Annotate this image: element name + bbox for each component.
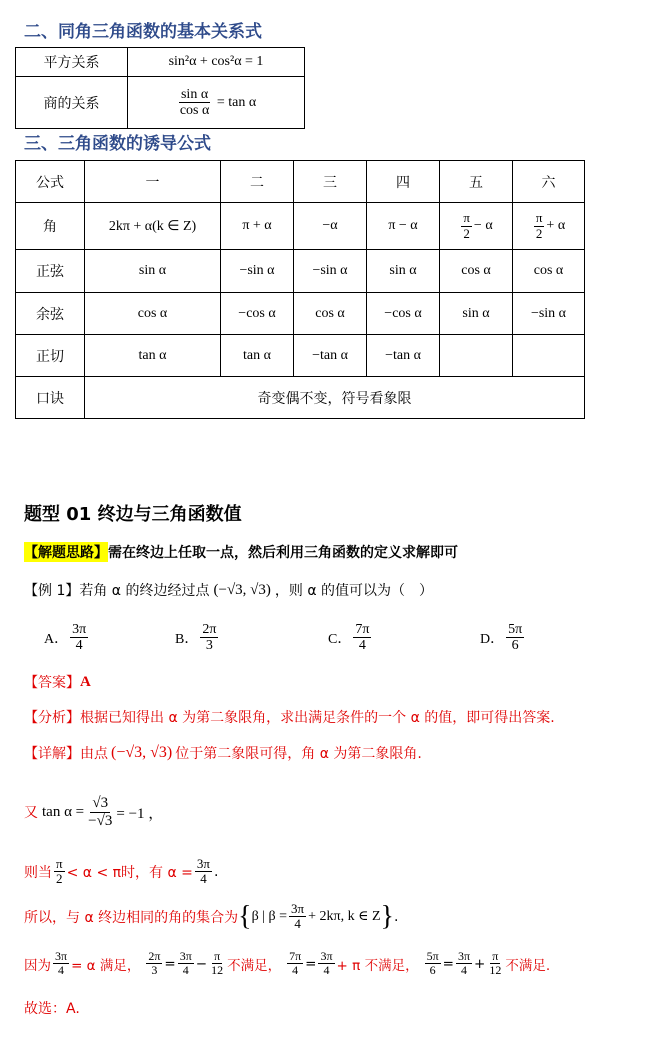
analysis-line (24, 707, 555, 727)
answer-tag: 【答案】 (24, 675, 80, 691)
angle-cell: −α (294, 203, 367, 250)
mnemonic-label: 口诀 (16, 377, 85, 419)
table-cell: tan α (85, 335, 221, 377)
table-cell (513, 335, 585, 377)
square-relation-label: 平方关系 (16, 48, 128, 77)
table-cell: cos α (85, 293, 221, 335)
example-suffix: ，则 α 的值可以为（ ） (274, 583, 434, 599)
header-one: 一 (85, 161, 221, 203)
table-cell: sin α (440, 293, 513, 335)
table-cell: sin α (85, 250, 221, 293)
tangent-row (16, 335, 585, 377)
tip-tag: 【解题思路】 (24, 542, 108, 562)
square-relation-formula: sin²α + cos²α = 1 (128, 48, 305, 77)
angle-cell: 2kπ + α(k ∈ Z) (85, 203, 221, 250)
header-five: 五 (440, 161, 513, 203)
choice-a[interactable]: A． $\frac{3\pi}{4}$ (44, 622, 87, 654)
sine-row (16, 250, 585, 293)
answer-line (24, 672, 91, 692)
step-tan-line (24, 795, 163, 829)
detail-pre: 由点 (80, 746, 108, 762)
table-header-row (16, 161, 585, 203)
row-label: 正弦 (16, 250, 85, 293)
step-when-line: 则当 $\frac{\pi}{2}$ < α < π时，有 α = $\frac{3\pi}{4}$ . (24, 856, 219, 887)
table-cell: cos α (294, 293, 367, 335)
detail-tag: 【详解】 (24, 746, 80, 762)
angle-label: 角 (16, 203, 85, 250)
analysis-text: 根据已知得出 α 为第二象限角，求出满足条件的一个 α 的值，即可得出答案. (80, 710, 555, 726)
conclusion-line: 故选：A. (24, 1001, 80, 1017)
answer-value: A (80, 673, 91, 690)
step3-pre: 所以，与 α 终边相同的角的集合为 (24, 909, 239, 926)
step2-pre: 则当 (24, 864, 52, 881)
solution-tip (24, 542, 458, 562)
header-six: 六 (513, 161, 585, 203)
detail-point: (−√3, √3) (111, 744, 173, 761)
section-3-title: 三、三角函数的诱导公式 (24, 134, 211, 154)
angle-cell: $\frac{\pi}{2}$ + α (513, 203, 585, 250)
step1-lhs: tan α = (42, 803, 85, 820)
header-three: 三 (294, 161, 367, 203)
angle-cell: $\frac{\pi}{2}$ − α (440, 203, 513, 250)
detail-post: 位于第二象限可得，角 α 为第二象限角. (175, 746, 422, 762)
quotient-relation-label: 商的关系 (16, 77, 128, 129)
step1-pre: 又 (24, 805, 38, 821)
step3-set-pre: β | β = (251, 908, 288, 924)
angle-cell: π + α (221, 203, 294, 250)
angle-cell: π − α (367, 203, 440, 250)
table-cell: cos α (513, 250, 585, 293)
choice-c[interactable]: C． $\frac{7\pi}{4}$ (328, 622, 370, 654)
mnemonic-row (16, 377, 585, 419)
header-two: 二 (221, 161, 294, 203)
analysis-tag: 【分析】 (24, 710, 80, 726)
step1-rhs: = −1 ， (116, 805, 164, 822)
basic-relation-table (15, 47, 305, 129)
angle-row (16, 203, 585, 250)
header-four: 四 (367, 161, 440, 203)
table-cell (440, 335, 513, 377)
table-cell: sin α (367, 250, 440, 293)
example-prefix: 【例 1】若角 α 的终边经过点 (24, 583, 210, 599)
table-cell: −tan α (367, 335, 440, 377)
table-cell: −cos α (367, 293, 440, 335)
step-set-line: 所以，与 α 终边相同的角的集合为 { β | β = $\frac{3\pi}{4}$ + 2kπ, k ∈ Z } . (24, 900, 399, 932)
choice-b[interactable]: B． $\frac{2\pi}{3}$ (175, 622, 217, 654)
table-cell: tan α (221, 335, 294, 377)
table-cell: −cos α (221, 293, 294, 335)
example-point: (−√3, √3) (213, 581, 271, 598)
step-check-line: 因为 $\frac{3\pi}{4}$ = α 满足， $\frac{2\pi}{3}$ = $\frac{3\pi}{4}$ − $\frac{\pi}{12}$ 不满足， $\frac{7\pi}{4}$ = $\frac{3\pi}{4}$ + π 不满足， $\frac{5\pi}{6}$ = $\frac{3\pi}{4}$ + $\frac{\pi}{12}$ 不满足. (24, 949, 551, 978)
example-question (24, 580, 433, 600)
table-cell: −sin α (513, 293, 585, 335)
row-label: 余弦 (16, 293, 85, 335)
problem-type-title: 题型 01 终边与三角函数值 (24, 504, 242, 525)
tip-text: 需在终边上任取一点，然后利用三角函数的定义求解即可 (108, 545, 458, 561)
detail-line (24, 743, 422, 763)
quotient-relation-formula: $\frac{\text{sin α}}{\text{cos α}}$ = tan α (128, 77, 305, 129)
step3-set-post: + 2kπ, k ∈ Z (308, 909, 381, 925)
choice-d[interactable]: D． $\frac{5\pi}{6}$ (480, 622, 523, 654)
cosine-row (16, 293, 585, 335)
table-cell: −sin α (221, 250, 294, 293)
step1-fraction: $\frac{√3}{-√3}$ (88, 795, 113, 829)
table-cell: −sin α (294, 250, 367, 293)
section-2-title: 二、同角三角函数的基本关系式 (24, 22, 262, 42)
induction-formula-table (15, 160, 585, 419)
table-cell: cos α (440, 250, 513, 293)
row-label: 正切 (16, 335, 85, 377)
table-cell: −tan α (294, 335, 367, 377)
step2-mid: < α < π时，有 α = (66, 864, 193, 881)
header-formula: 公式 (16, 161, 85, 203)
mnemonic-text: 奇变偶不变，符号看象限 (85, 377, 585, 419)
